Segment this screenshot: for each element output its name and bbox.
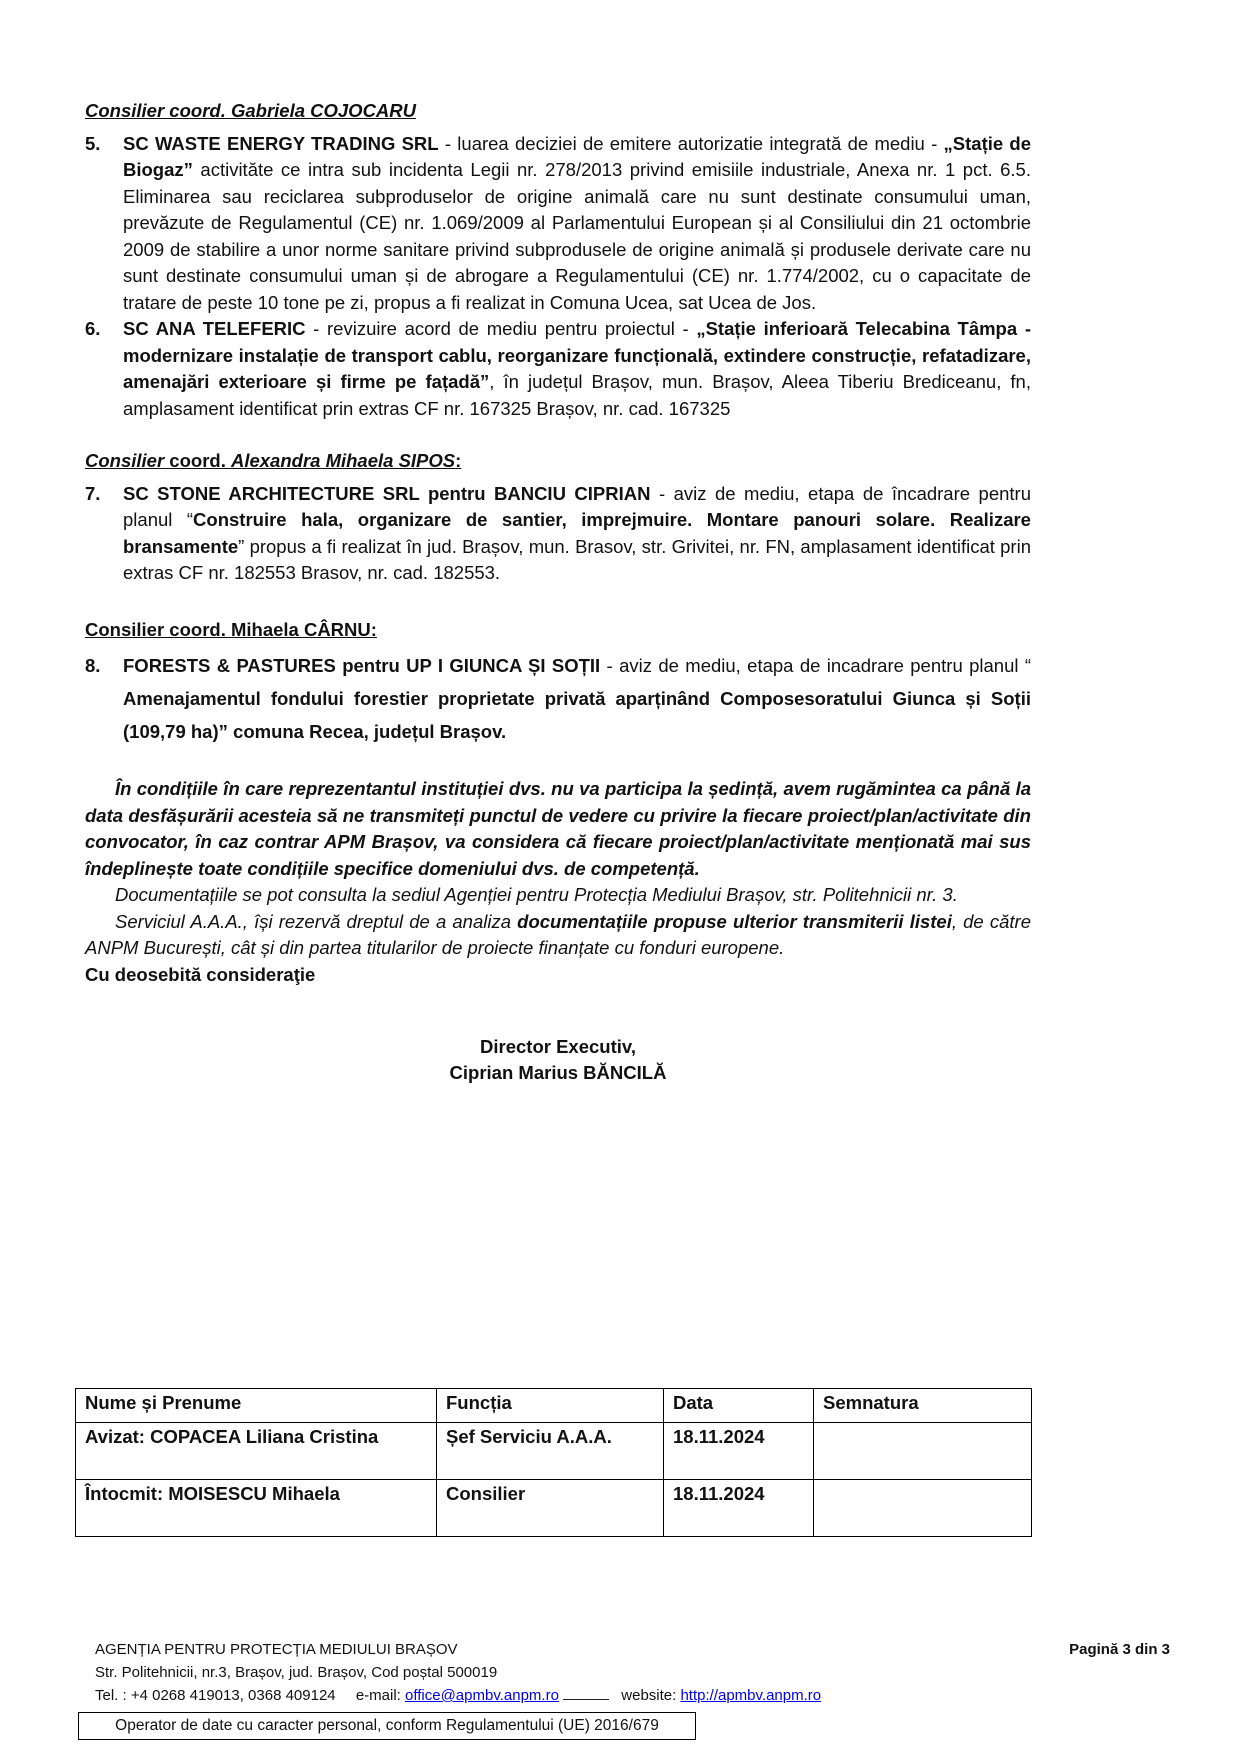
item-text: SC WASTE ENERGY TRADING SRL - luarea deciziei de emitere autorizatie integrată de mediu - „Stație de Biogaz” activităte ce intra sub incidenta Legii nr. 278/2013 privind emisiile industriale, Anexa nr. 1 pct. 6.5. Eliminarea sau reciclarea subproduselor de origine animală care nu sunt destinate consumului uman, prevăzute de Regulamentul (CE) nr. 1.069/2009 al Parlamentului European și al Consiliului din 21 octombrie 2009 de stabilire a unor norme sanitare privind subprodusele de origine animală și produsele derivate care nu sunt destinate consumului uman și de abrogare a Regulamentului (CE) nr. 1.774/2002, cu o capacitate de tratare de peste 10 tone pe zi, propus a fi realizat in Comuna Ucea, sat Ucea de Jos. <box>123 132 1032 313</box>
cell-data: 18.11.2024 <box>664 1423 814 1480</box>
footer-address: Str. Politehnicii, nr.3, Brașov, jud. Brașov, Cod poștal 500019 <box>95 1664 498 1681</box>
footer-agency: AGENȚIA PENTRU PROTECȚIA MEDIULUI BRAȘOV <box>95 1641 458 1658</box>
cell-nume: Întocmit: MOISESCU Mihaela <box>76 1480 437 1537</box>
footer-tel: Tel. : +4 0268 419013, 0368 409124 <box>95 1687 336 1704</box>
col-header-semnatura: Semnatura <box>814 1389 1032 1423</box>
closing-paragraph-1: În condițiile în care reprezentantul instituției dvs. nu va participa la ședință, avem rugămintea ca până la data desfășurării acesteia să ne transmiteți punctul de vedere cu privire la fiecare proiect/plan/activitate din convocator, în caz contrar APM Brașov, va considera că fiecare proiect/plan/activitate menționată mai sus îndeplinește toate condițiile specifice domeniului dvs. de competență. <box>85 778 1031 879</box>
item-number: 5. <box>85 132 101 154</box>
closing-paragraph-3: Serviciul A.A.A., își rezervă dreptul de a analiza documentațiile propuse ulterior transmiterii listei, de către ANPM București, cât și din partea titularilor de proiecte finanțate cu fonduri europene. <box>85 910 1031 958</box>
heading-consilier-cojocaru: Consilier coord. Gabriela COJOCARU <box>85 100 417 121</box>
approval-table <box>75 1388 1032 1537</box>
item-text: SC ANA TELEFERIC - revizuire acord de mediu pentru proiectul - „Stație inferioară Telecabina Tâmpa - modernizare instalație de transport cablu, reorganizare funcțională, extindere construcție, refatadizare, amenajări exterioare și firme pe fațadă”, în județul Brașov, mun. Brașov, Aleea Tiberiu Brediceanu, fn, amplasament identificat prin extras CF nr. 167325 Brașov, nr. cad. 167325 <box>123 318 1031 419</box>
heading-consilier-sipos: Consilier coord. Alexandra Mihaela SIPOS: <box>85 450 462 471</box>
col-header-nume: Nume și Prenume <box>76 1389 437 1423</box>
numbered-item-6 <box>85 316 1031 422</box>
operator-box: Operator de date cu caracter personal, conform Regulamentului (UE) 2016/679 <box>78 1712 696 1740</box>
email-label: e-mail: <box>355 1687 401 1704</box>
table-header-row <box>76 1389 1032 1423</box>
footer-contact <box>95 1684 1170 1707</box>
cell-functia: Șef Serviciu A.A.A. <box>437 1423 664 1480</box>
signature-name: Ciprian Marius BĂNCILĂ <box>449 1062 667 1083</box>
email-link[interactable]: office@apmbv.anpm.ro <box>405 1687 559 1704</box>
table-row-intocmit <box>76 1480 1032 1537</box>
item-number: 7. <box>85 482 101 504</box>
page-footer <box>95 1638 1170 1707</box>
numbered-item-7 <box>85 481 1031 587</box>
numbered-item-8 <box>85 649 1031 748</box>
website-label: website: <box>621 1687 677 1704</box>
numbered-item-5 <box>85 131 1031 317</box>
cell-functia: Consilier <box>437 1480 664 1537</box>
item-text: SC STONE ARCHITECTURE SRL pentru BANCIU CIPRIAN - aviz de mediu, etapa de încadrare pentru planul “Construire hala, organizare de santier, imprejmuire. Montare panouri solare. Realizare bransamente” propus a fi realizat în jud. Brașov, mun. Brasov, str. Grivitei, nr. FN, amplasament identificat prin extras CF nr. 182553 Brasov, nr. cad. 182553. <box>123 482 1031 583</box>
page-number: Pagină 3 din 3 <box>1069 1641 1170 1658</box>
cell-nume: Avizat: COPACEA Liliana Cristina <box>76 1423 437 1480</box>
closing-paragraph-2: Documentațiile se pot consulta la sediul Agenției pentru Protecția Mediului Brașov, str. Politehnicii nr. 3. <box>115 884 958 905</box>
cell-semnatura <box>814 1480 1032 1537</box>
signature-block <box>85 1034 1031 1086</box>
website-link[interactable]: http://apmbv.anpm.ro <box>680 1687 822 1704</box>
col-header-data: Data <box>664 1389 814 1423</box>
approval-table-wrap <box>75 1388 1031 1537</box>
closing-salutation: Cu deosebită consideraţie <box>85 963 316 985</box>
item-text: FORESTS & PASTURES pentru UP I GIUNCA ȘI SOȚII - aviz de mediu, etapa de incadrare pentru planul “ Amenajamentul fondului forestier proprietate privată aparținând Composesoratului Giunca și Soții (109,79 ha)” comuna Recea, județul Brașov. <box>123 655 1031 742</box>
table-row-avizat <box>76 1423 1032 1480</box>
heading-consilier-carnu: Consilier coord. Mihaela CÂRNU: <box>85 618 377 640</box>
document-body <box>85 98 1031 1086</box>
underline-gap <box>563 1685 609 1700</box>
item-number: 6. <box>85 318 101 339</box>
item-number: 8. <box>85 655 101 676</box>
cell-semnatura <box>814 1423 1032 1480</box>
col-header-functia: Funcția <box>437 1389 664 1423</box>
signature-title: Director Executiv, <box>480 1036 636 1057</box>
cell-data: 18.11.2024 <box>664 1480 814 1537</box>
